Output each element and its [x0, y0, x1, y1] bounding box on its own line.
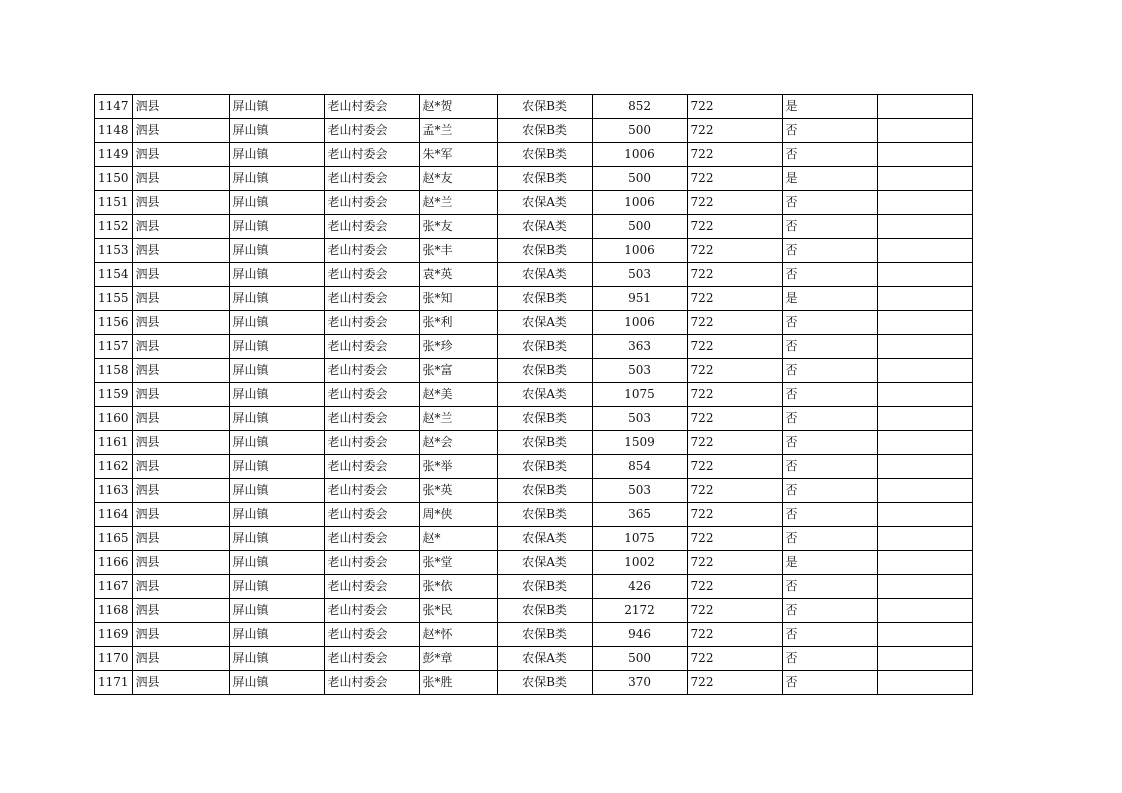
code-cell: 722: [687, 623, 782, 647]
yes-no-flag-cell: 否: [782, 215, 877, 239]
town-cell: 屏山镇: [229, 527, 324, 551]
village-committee-cell: 老山村委会: [324, 503, 419, 527]
code-cell: 722: [687, 551, 782, 575]
town-cell: 屏山镇: [229, 215, 324, 239]
note-cell: [877, 215, 972, 239]
table-row: [95, 311, 973, 335]
insurance-category-cell: 农保A类: [497, 647, 592, 671]
county-cell: 泗县: [132, 551, 229, 575]
insurance-category-cell: 农保B类: [497, 431, 592, 455]
yes-no-flag-cell: 否: [782, 407, 877, 431]
note-cell: [877, 527, 972, 551]
person-name-cell: 袁*英: [419, 263, 497, 287]
town-cell: 屏山镇: [229, 647, 324, 671]
village-committee-cell: 老山村委会: [324, 215, 419, 239]
insurance-category-cell: 农保B类: [497, 503, 592, 527]
insurance-category-cell: 农保B类: [497, 167, 592, 191]
person-name-cell: 赵*美: [419, 383, 497, 407]
town-cell: 屏山镇: [229, 551, 324, 575]
town-cell: 屏山镇: [229, 479, 324, 503]
code-cell: 722: [687, 311, 782, 335]
table-row: [95, 287, 973, 311]
amount-cell: 500: [592, 119, 687, 143]
person-name-cell: 周*侠: [419, 503, 497, 527]
note-cell: [877, 239, 972, 263]
county-cell: 泗县: [132, 119, 229, 143]
table-row: [95, 479, 973, 503]
county-cell: 泗县: [132, 167, 229, 191]
note-cell: [877, 119, 972, 143]
insurance-category-cell: 农保B类: [497, 359, 592, 383]
insurance-category-cell: 农保B类: [497, 575, 592, 599]
county-cell: 泗县: [132, 335, 229, 359]
person-name-cell: 张*友: [419, 215, 497, 239]
town-cell: 屏山镇: [229, 311, 324, 335]
insurance-category-cell: 农保B类: [497, 239, 592, 263]
note-cell: [877, 407, 972, 431]
table-row: [95, 143, 973, 167]
person-name-cell: 张*珍: [419, 335, 497, 359]
table-row: [95, 215, 973, 239]
insurance-category-cell: 农保B类: [497, 479, 592, 503]
serial-number-cell: 1152: [95, 215, 133, 239]
insurance-category-cell: 农保B类: [497, 407, 592, 431]
yes-no-flag-cell: 否: [782, 503, 877, 527]
yes-no-flag-cell: 否: [782, 479, 877, 503]
village-committee-cell: 老山村委会: [324, 599, 419, 623]
yes-no-flag-cell: 否: [782, 455, 877, 479]
amount-cell: 2172: [592, 599, 687, 623]
amount-cell: 1006: [592, 239, 687, 263]
county-cell: 泗县: [132, 287, 229, 311]
amount-cell: 503: [592, 359, 687, 383]
county-cell: 泗县: [132, 527, 229, 551]
amount-cell: 1509: [592, 431, 687, 455]
yes-no-flag-cell: 否: [782, 263, 877, 287]
code-cell: 722: [687, 647, 782, 671]
amount-cell: 503: [592, 407, 687, 431]
village-committee-cell: 老山村委会: [324, 167, 419, 191]
serial-number-cell: 1154: [95, 263, 133, 287]
village-committee-cell: 老山村委会: [324, 671, 419, 695]
serial-number-cell: 1150: [95, 167, 133, 191]
note-cell: [877, 143, 972, 167]
yes-no-flag-cell: 否: [782, 359, 877, 383]
county-cell: 泗县: [132, 431, 229, 455]
county-cell: 泗县: [132, 191, 229, 215]
serial-number-cell: 1170: [95, 647, 133, 671]
person-name-cell: 孟*兰: [419, 119, 497, 143]
person-name-cell: 朱*军: [419, 143, 497, 167]
person-name-cell: 赵*会: [419, 431, 497, 455]
amount-cell: 370: [592, 671, 687, 695]
note-cell: [877, 455, 972, 479]
county-cell: 泗县: [132, 95, 229, 119]
code-cell: 722: [687, 191, 782, 215]
amount-cell: 1075: [592, 527, 687, 551]
insurance-category-cell: 农保B类: [497, 623, 592, 647]
table-row: [95, 623, 973, 647]
note-cell: [877, 167, 972, 191]
code-cell: 722: [687, 503, 782, 527]
town-cell: 屏山镇: [229, 359, 324, 383]
amount-cell: 503: [592, 479, 687, 503]
table-row: [95, 647, 973, 671]
serial-number-cell: 1158: [95, 359, 133, 383]
person-name-cell: 赵*: [419, 527, 497, 551]
village-committee-cell: 老山村委会: [324, 551, 419, 575]
beneficiary-table: [94, 94, 973, 695]
serial-number-cell: 1157: [95, 335, 133, 359]
insurance-category-cell: 农保B类: [497, 335, 592, 359]
serial-number-cell: 1165: [95, 527, 133, 551]
note-cell: [877, 263, 972, 287]
table-row: [95, 95, 973, 119]
amount-cell: 365: [592, 503, 687, 527]
note-cell: [877, 671, 972, 695]
town-cell: 屏山镇: [229, 671, 324, 695]
table-row: [95, 671, 973, 695]
yes-no-flag-cell: 否: [782, 623, 877, 647]
serial-number-cell: 1151: [95, 191, 133, 215]
village-committee-cell: 老山村委会: [324, 455, 419, 479]
serial-number-cell: 1148: [95, 119, 133, 143]
yes-no-flag-cell: 是: [782, 167, 877, 191]
table-row: [95, 455, 973, 479]
village-committee-cell: 老山村委会: [324, 191, 419, 215]
table-row: [95, 359, 973, 383]
note-cell: [877, 359, 972, 383]
village-committee-cell: 老山村委会: [324, 143, 419, 167]
person-name-cell: 张*举: [419, 455, 497, 479]
code-cell: 722: [687, 671, 782, 695]
note-cell: [877, 647, 972, 671]
table-row: [95, 407, 973, 431]
note-cell: [877, 311, 972, 335]
insurance-category-cell: 农保A类: [497, 527, 592, 551]
person-name-cell: 张*依: [419, 575, 497, 599]
code-cell: 722: [687, 215, 782, 239]
insurance-category-cell: 农保B类: [497, 119, 592, 143]
county-cell: 泗县: [132, 503, 229, 527]
yes-no-flag-cell: 否: [782, 191, 877, 215]
town-cell: 屏山镇: [229, 335, 324, 359]
table-row: [95, 263, 973, 287]
serial-number-cell: 1147: [95, 95, 133, 119]
town-cell: 屏山镇: [229, 119, 324, 143]
amount-cell: 363: [592, 335, 687, 359]
code-cell: 722: [687, 599, 782, 623]
insurance-category-cell: 农保A类: [497, 551, 592, 575]
person-name-cell: 张*富: [419, 359, 497, 383]
code-cell: 722: [687, 95, 782, 119]
town-cell: 屏山镇: [229, 503, 324, 527]
amount-cell: 951: [592, 287, 687, 311]
town-cell: 屏山镇: [229, 239, 324, 263]
yes-no-flag-cell: 否: [782, 575, 877, 599]
county-cell: 泗县: [132, 215, 229, 239]
village-committee-cell: 老山村委会: [324, 431, 419, 455]
table-row: [95, 335, 973, 359]
table-row: [95, 551, 973, 575]
table-row: [95, 119, 973, 143]
yes-no-flag-cell: 是: [782, 95, 877, 119]
code-cell: 722: [687, 359, 782, 383]
code-cell: 722: [687, 119, 782, 143]
table-row: [95, 191, 973, 215]
table-row: [95, 503, 973, 527]
person-name-cell: 彭*章: [419, 647, 497, 671]
code-cell: 722: [687, 383, 782, 407]
amount-cell: 946: [592, 623, 687, 647]
yes-no-flag-cell: 否: [782, 311, 877, 335]
note-cell: [877, 503, 972, 527]
insurance-category-cell: 农保A类: [497, 383, 592, 407]
insurance-category-cell: 农保A类: [497, 311, 592, 335]
note-cell: [877, 383, 972, 407]
yes-no-flag-cell: 否: [782, 143, 877, 167]
insurance-category-cell: 农保B类: [497, 143, 592, 167]
person-name-cell: 张*利: [419, 311, 497, 335]
village-committee-cell: 老山村委会: [324, 407, 419, 431]
village-committee-cell: 老山村委会: [324, 527, 419, 551]
town-cell: 屏山镇: [229, 167, 324, 191]
code-cell: 722: [687, 479, 782, 503]
note-cell: [877, 335, 972, 359]
serial-number-cell: 1149: [95, 143, 133, 167]
village-committee-cell: 老山村委会: [324, 479, 419, 503]
serial-number-cell: 1162: [95, 455, 133, 479]
county-cell: 泗县: [132, 479, 229, 503]
table-row: [95, 599, 973, 623]
serial-number-cell: 1167: [95, 575, 133, 599]
serial-number-cell: 1168: [95, 599, 133, 623]
county-cell: 泗县: [132, 359, 229, 383]
code-cell: 722: [687, 335, 782, 359]
amount-cell: 1002: [592, 551, 687, 575]
note-cell: [877, 623, 972, 647]
village-committee-cell: 老山村委会: [324, 263, 419, 287]
yes-no-flag-cell: 是: [782, 551, 877, 575]
serial-number-cell: 1166: [95, 551, 133, 575]
town-cell: 屏山镇: [229, 95, 324, 119]
code-cell: 722: [687, 143, 782, 167]
yes-no-flag-cell: 否: [782, 335, 877, 359]
code-cell: 722: [687, 239, 782, 263]
amount-cell: 1006: [592, 143, 687, 167]
note-cell: [877, 287, 972, 311]
insurance-category-cell: 农保A类: [497, 191, 592, 215]
yes-no-flag-cell: 否: [782, 599, 877, 623]
yes-no-flag-cell: 否: [782, 239, 877, 263]
table-row: [95, 431, 973, 455]
table-row: [95, 575, 973, 599]
person-name-cell: 赵*怀: [419, 623, 497, 647]
insurance-category-cell: 农保B类: [497, 599, 592, 623]
code-cell: 722: [687, 431, 782, 455]
village-committee-cell: 老山村委会: [324, 287, 419, 311]
serial-number-cell: 1164: [95, 503, 133, 527]
person-name-cell: 张*胜: [419, 671, 497, 695]
table-row: [95, 239, 973, 263]
town-cell: 屏山镇: [229, 287, 324, 311]
amount-cell: 426: [592, 575, 687, 599]
county-cell: 泗县: [132, 575, 229, 599]
code-cell: 722: [687, 575, 782, 599]
amount-cell: 1006: [592, 311, 687, 335]
note-cell: [877, 551, 972, 575]
serial-number-cell: 1160: [95, 407, 133, 431]
note-cell: [877, 95, 972, 119]
insurance-category-cell: 农保A类: [497, 215, 592, 239]
code-cell: 722: [687, 455, 782, 479]
village-committee-cell: 老山村委会: [324, 239, 419, 263]
village-committee-cell: 老山村委会: [324, 335, 419, 359]
serial-number-cell: 1153: [95, 239, 133, 263]
note-cell: [877, 479, 972, 503]
code-cell: 722: [687, 287, 782, 311]
amount-cell: 1075: [592, 383, 687, 407]
village-committee-cell: 老山村委会: [324, 575, 419, 599]
county-cell: 泗县: [132, 623, 229, 647]
town-cell: 屏山镇: [229, 455, 324, 479]
village-committee-cell: 老山村委会: [324, 647, 419, 671]
amount-cell: 503: [592, 263, 687, 287]
county-cell: 泗县: [132, 599, 229, 623]
county-cell: 泗县: [132, 455, 229, 479]
serial-number-cell: 1156: [95, 311, 133, 335]
county-cell: 泗县: [132, 407, 229, 431]
yes-no-flag-cell: 否: [782, 431, 877, 455]
town-cell: 屏山镇: [229, 383, 324, 407]
person-name-cell: 张*民: [419, 599, 497, 623]
serial-number-cell: 1155: [95, 287, 133, 311]
insurance-category-cell: 农保B类: [497, 455, 592, 479]
village-committee-cell: 老山村委会: [324, 119, 419, 143]
insurance-category-cell: 农保B类: [497, 671, 592, 695]
note-cell: [877, 431, 972, 455]
yes-no-flag-cell: 是: [782, 287, 877, 311]
serial-number-cell: 1171: [95, 671, 133, 695]
person-name-cell: 张*英: [419, 479, 497, 503]
town-cell: 屏山镇: [229, 623, 324, 647]
amount-cell: 500: [592, 167, 687, 191]
code-cell: 722: [687, 167, 782, 191]
village-committee-cell: 老山村委会: [324, 359, 419, 383]
town-cell: 屏山镇: [229, 143, 324, 167]
county-cell: 泗县: [132, 647, 229, 671]
insurance-category-cell: 农保B类: [497, 287, 592, 311]
town-cell: 屏山镇: [229, 191, 324, 215]
yes-no-flag-cell: 否: [782, 383, 877, 407]
note-cell: [877, 575, 972, 599]
person-name-cell: 赵*友: [419, 167, 497, 191]
person-name-cell: 张*堂: [419, 551, 497, 575]
town-cell: 屏山镇: [229, 263, 324, 287]
county-cell: 泗县: [132, 383, 229, 407]
person-name-cell: 赵*兰: [419, 191, 497, 215]
county-cell: 泗县: [132, 671, 229, 695]
yes-no-flag-cell: 否: [782, 527, 877, 551]
village-committee-cell: 老山村委会: [324, 311, 419, 335]
serial-number-cell: 1169: [95, 623, 133, 647]
yes-no-flag-cell: 否: [782, 119, 877, 143]
county-cell: 泗县: [132, 239, 229, 263]
county-cell: 泗县: [132, 311, 229, 335]
town-cell: 屏山镇: [229, 575, 324, 599]
town-cell: 屏山镇: [229, 599, 324, 623]
code-cell: 722: [687, 263, 782, 287]
amount-cell: 1006: [592, 191, 687, 215]
insurance-category-cell: 农保B类: [497, 95, 592, 119]
village-committee-cell: 老山村委会: [324, 383, 419, 407]
serial-number-cell: 1163: [95, 479, 133, 503]
village-committee-cell: 老山村委会: [324, 95, 419, 119]
village-committee-cell: 老山村委会: [324, 623, 419, 647]
person-name-cell: 赵*贺: [419, 95, 497, 119]
county-cell: 泗县: [132, 263, 229, 287]
code-cell: 722: [687, 407, 782, 431]
note-cell: [877, 191, 972, 215]
person-name-cell: 赵*兰: [419, 407, 497, 431]
table-row: [95, 383, 973, 407]
code-cell: 722: [687, 527, 782, 551]
serial-number-cell: 1161: [95, 431, 133, 455]
serial-number-cell: 1159: [95, 383, 133, 407]
town-cell: 屏山镇: [229, 407, 324, 431]
town-cell: 屏山镇: [229, 431, 324, 455]
person-name-cell: 张*知: [419, 287, 497, 311]
table-row: [95, 167, 973, 191]
amount-cell: 500: [592, 215, 687, 239]
amount-cell: 500: [592, 647, 687, 671]
county-cell: 泗县: [132, 143, 229, 167]
note-cell: [877, 599, 972, 623]
yes-no-flag-cell: 否: [782, 671, 877, 695]
insurance-category-cell: 农保A类: [497, 263, 592, 287]
person-name-cell: 张*丰: [419, 239, 497, 263]
table-body: [95, 95, 973, 695]
yes-no-flag-cell: 否: [782, 647, 877, 671]
amount-cell: 854: [592, 455, 687, 479]
table-row: [95, 527, 973, 551]
amount-cell: 852: [592, 95, 687, 119]
